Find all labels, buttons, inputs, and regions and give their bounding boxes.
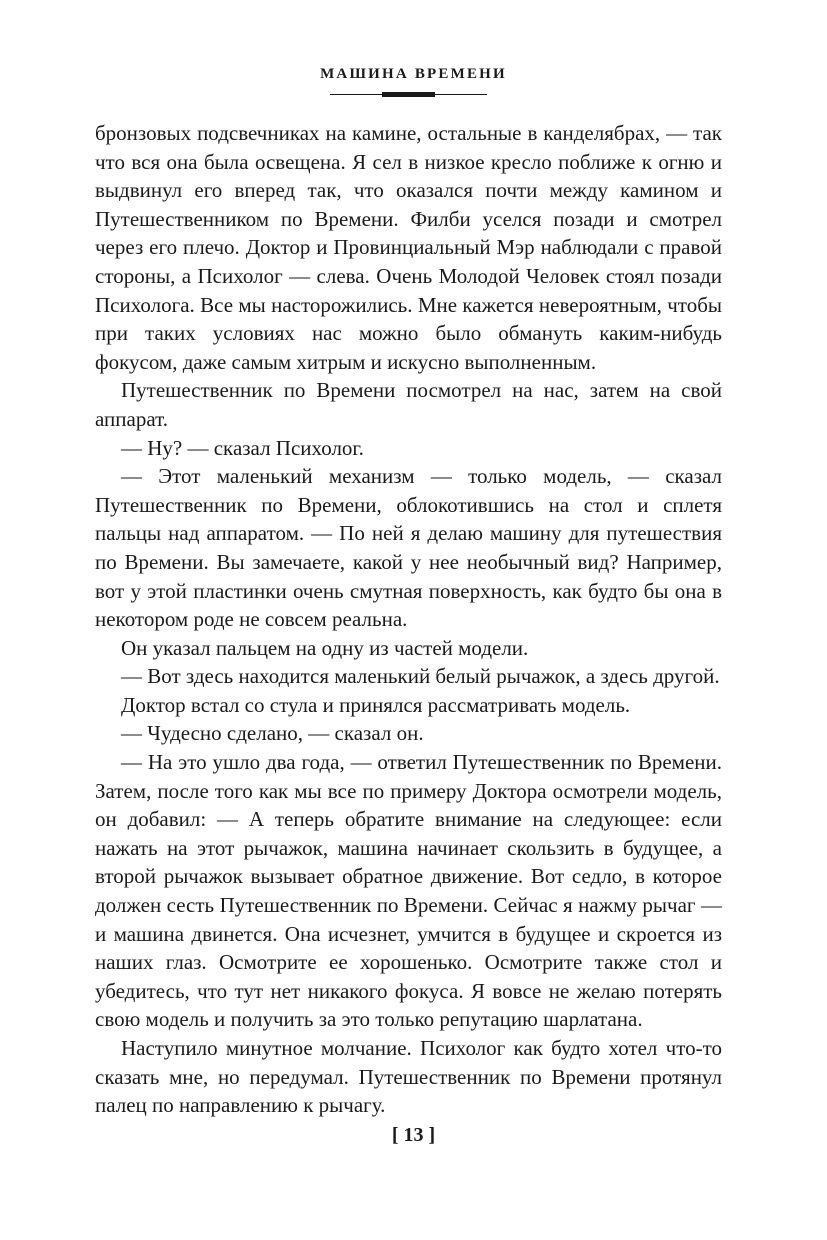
- body-text: [95, 119, 722, 1120]
- running-title: МАШИНА ВРЕМЕНИ: [320, 66, 507, 82]
- paragraph: бронзовых подсвечниках на камине, остальные в канделябрах, — так что вся она была освещена. Я сел в низкое кресло поближе к огню и выдвинул его вперед так, что оказался почти между камином и Путешественником по Времени. Филби уселся позади и смотрел через его плечо. Доктор и Провинциальный Мэр наблюдали с правой стороны, а Психолог — слева. Очень Молодой Человек стоял позади Психолога. Все мы насторожились. Мне кажется невероятным, чтобы при таких условиях нас можно было обмануть каким-нибудь фокусом, даже самым хитрым и искусно выполненным.: [95, 121, 722, 374]
- page-number: [ 13 ]: [391, 1124, 436, 1146]
- paragraph: Наступило минутное молчание. Психолог как будто хотел что-то сказать мне, но передумал. Путешественник по Времени протянул палец по направлению к рычагу.: [95, 1036, 722, 1118]
- paragraph: Он указал пальцем на одну из частей модели.: [121, 635, 529, 660]
- paragraph: Путешественник по Времени посмотрел на нас, затем на свой аппарат.: [95, 378, 722, 431]
- paragraph: — Вот здесь находится маленький белый рычажок, а здесь другой.: [121, 664, 720, 689]
- paragraph: — Ну? — сказал Психолог.: [121, 435, 364, 460]
- paragraph: — Чудесно сделано, — сказал он.: [121, 721, 424, 746]
- paragraph: — Этот маленький механизм — только модель, — сказал Путешественник по Времени, облокотившись на стол и сплетя пальцы над аппаратом. — По ней я делаю машину для путешествия по Времени. Вы замечаете, какой у нее необычный вид? Например, вот у этой пластинки очень смутная поверхность, как будто бы она в некотором роде не совсем реальна.: [95, 464, 722, 632]
- paragraph: Доктор встал со стула и принялся рассматривать модель.: [121, 692, 631, 717]
- paragraph: — На это ушло два года, — ответил Путешественник по Времени. Затем, после того как мы все по примеру Доктора осмотрели модель, он добавил: — А теперь обратите внимание на следующее: если нажать на этот рычажок, машина начинает скользить в будущее, а второй рычажок вызывает обратное движение. Вот седло, в которое должен сесть Путешественник по Времени. Сейчас я нажму рычаг — и машина двинется. Она исчезнет, умчится в будущее и скроется из наших глаз. Осмотрите ее хорошенько. Осмотрите также стол и убедитесь, что тут нет никакого фокуса. Я вовсе не желаю потерять свою модель и получить за это только репутацию шарлатана.: [95, 750, 722, 1032]
- header-rule-ornament: [382, 92, 435, 97]
